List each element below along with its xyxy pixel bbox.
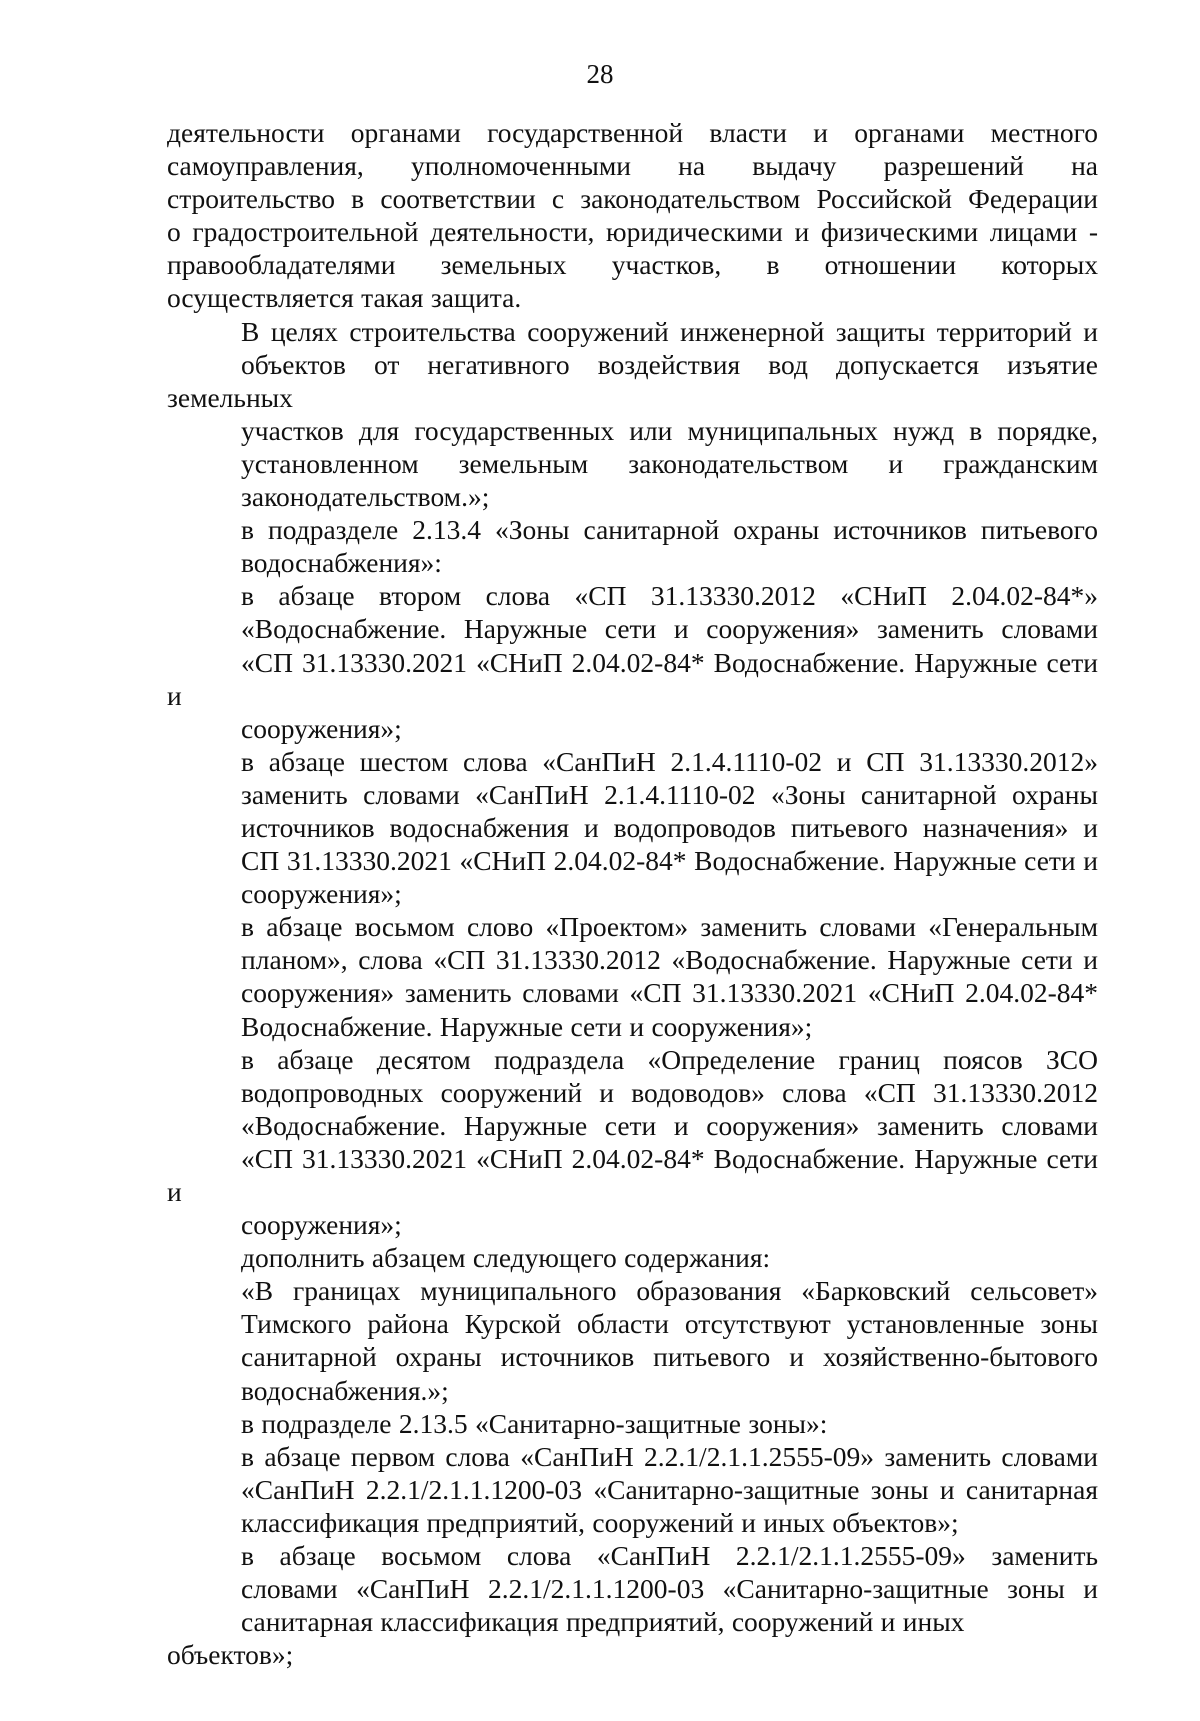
- text-line: сооружения» заменить словами «СП 31.13330.2021 «СНиП 2.04.02-84*: [241, 977, 1098, 1009]
- text-line: в абзаце десятом подраздела «Определение границ поясов ЗСО: [241, 1043, 1098, 1075]
- text-line: сооружения»;: [241, 1209, 402, 1241]
- paragraph: [167, 116, 1098, 315]
- text-line: установленном земельным законодательством и гражданским: [241, 447, 1098, 479]
- text-line: «СанПиН 2.2.1/2.1.1.1200-03 «Санитарно-защитные зоны и санитарная: [241, 1473, 1098, 1505]
- text-line: деятельности органами государственной власти и органами местного: [167, 117, 1098, 148]
- paragraph: [167, 513, 1098, 579]
- page-number: 28: [586, 59, 614, 89]
- text-line: в подразделе 2.13.5 «Санитарно-защитные зоны»:: [241, 1407, 828, 1439]
- text-line: «СП 31.13330.2021 «СНиП 2.04.02-84* Водоснабжение. Наружные сети и: [167, 1142, 1098, 1207]
- text-line: в абзаце первом слова «СанПиН 2.2.1/2.1.1.2555-09» заменить словами: [241, 1440, 1098, 1472]
- text-line: сооружения»;: [241, 712, 402, 744]
- text-line: словами «СанПиН 2.2.1/2.1.1.1200-03 «Санитарно-защитные зоны и: [241, 1573, 1098, 1605]
- text-line: сооружения»;: [241, 878, 402, 910]
- text-line: санитарной охраны источников питьевого и хозяйственно-бытового: [241, 1341, 1098, 1373]
- text-line: осуществляется такая защита.: [167, 282, 522, 314]
- text-line: участков для государственных или муниципальных нужд в порядке,: [241, 414, 1098, 446]
- text-line: планом», слова «СП 31.13330.2012 «Водоснабжение. Наружные сети и: [241, 944, 1098, 976]
- text-line: дополнить абзацем следующего содержания:: [241, 1242, 771, 1274]
- text-line: водопроводных сооружений и водоводов» слова «СП 31.13330.2012: [241, 1076, 1098, 1108]
- text-line: санитарная классификация предприятий, сооружений и иных объектов»;: [167, 1606, 965, 1671]
- text-line: Водоснабжение. Наружные сети и сооружения»;: [241, 1010, 813, 1042]
- text-line: в абзаце шестом слова «СанПиН 2.1.4.1110-02 и СП 31.13330.2012»: [241, 745, 1098, 777]
- text-line: источников водоснабжения и водопроводов питьевого назначения» и: [241, 811, 1098, 843]
- paragraph: [167, 1407, 1098, 1440]
- text-line: водоснабжения.»;: [241, 1374, 449, 1406]
- text-line: объектов от негативного воздействия вод допускается изъятие земельных: [167, 348, 1098, 413]
- text-line: в абзаце втором слова «СП 31.13330.2012 «СНиП 2.04.02-84*»: [241, 580, 1098, 612]
- text-line: «Водоснабжение. Наружные сети и сооружения» заменить словами: [241, 613, 1098, 645]
- paragraph: [167, 1539, 1098, 1671]
- text-line: законодательством.»;: [241, 481, 490, 513]
- text-line: «В границах муниципального образования «Барковский сельсовет»: [241, 1275, 1098, 1307]
- text-line: строительство в соответствии с законодательством Российской Федерации: [167, 183, 1098, 215]
- text-line: Тимского района Курской области отсутствуют установленные зоны: [241, 1308, 1098, 1340]
- paragraph: [167, 315, 1098, 514]
- paragraph: [167, 1274, 1098, 1406]
- paragraph: [167, 579, 1098, 744]
- text-line: в абзаце восьмом слова «СанПиН 2.2.1/2.1.1.2555-09» заменить: [241, 1540, 1098, 1572]
- text-line: водоснабжения»:: [241, 547, 442, 579]
- paragraph: [167, 745, 1098, 910]
- text-line: СП 31.13330.2021 «СНиП 2.04.02-84* Водоснабжение. Наружные сети и: [241, 845, 1098, 877]
- text-line: в абзаце восьмом слово «Проектом» заменить словами «Генеральным: [241, 911, 1098, 943]
- paragraph: [167, 910, 1098, 1042]
- document-body: [167, 116, 1098, 1671]
- text-line: классификация предприятий, сооружений и иных объектов»;: [241, 1506, 959, 1538]
- text-line: в подразделе 2.13.4 «Зоны санитарной охраны источников питьевого: [241, 514, 1098, 546]
- text-line: правообладателями земельных участков, в отношении которых: [167, 249, 1098, 281]
- paragraph: [167, 1440, 1098, 1539]
- paragraph: [167, 1241, 1098, 1274]
- paragraph: [167, 1043, 1098, 1242]
- text-line: В целях строительства сооружений инженерной защиты территорий и: [241, 315, 1098, 347]
- text-line: о градостроительной деятельности, юридическими и физическими лицами -: [167, 216, 1098, 248]
- text-line: «Водоснабжение. Наружные сети и сооружения» заменить словами: [241, 1109, 1098, 1141]
- text-line: «СП 31.13330.2021 «СНиП 2.04.02-84* Водоснабжение. Наружные сети и: [167, 646, 1098, 711]
- text-line: самоуправления, уполномоченными на выдачу разрешений на: [167, 150, 1098, 182]
- text-line: заменить словами «СанПиН 2.1.4.1110-02 «Зоны санитарной охраны: [241, 778, 1098, 810]
